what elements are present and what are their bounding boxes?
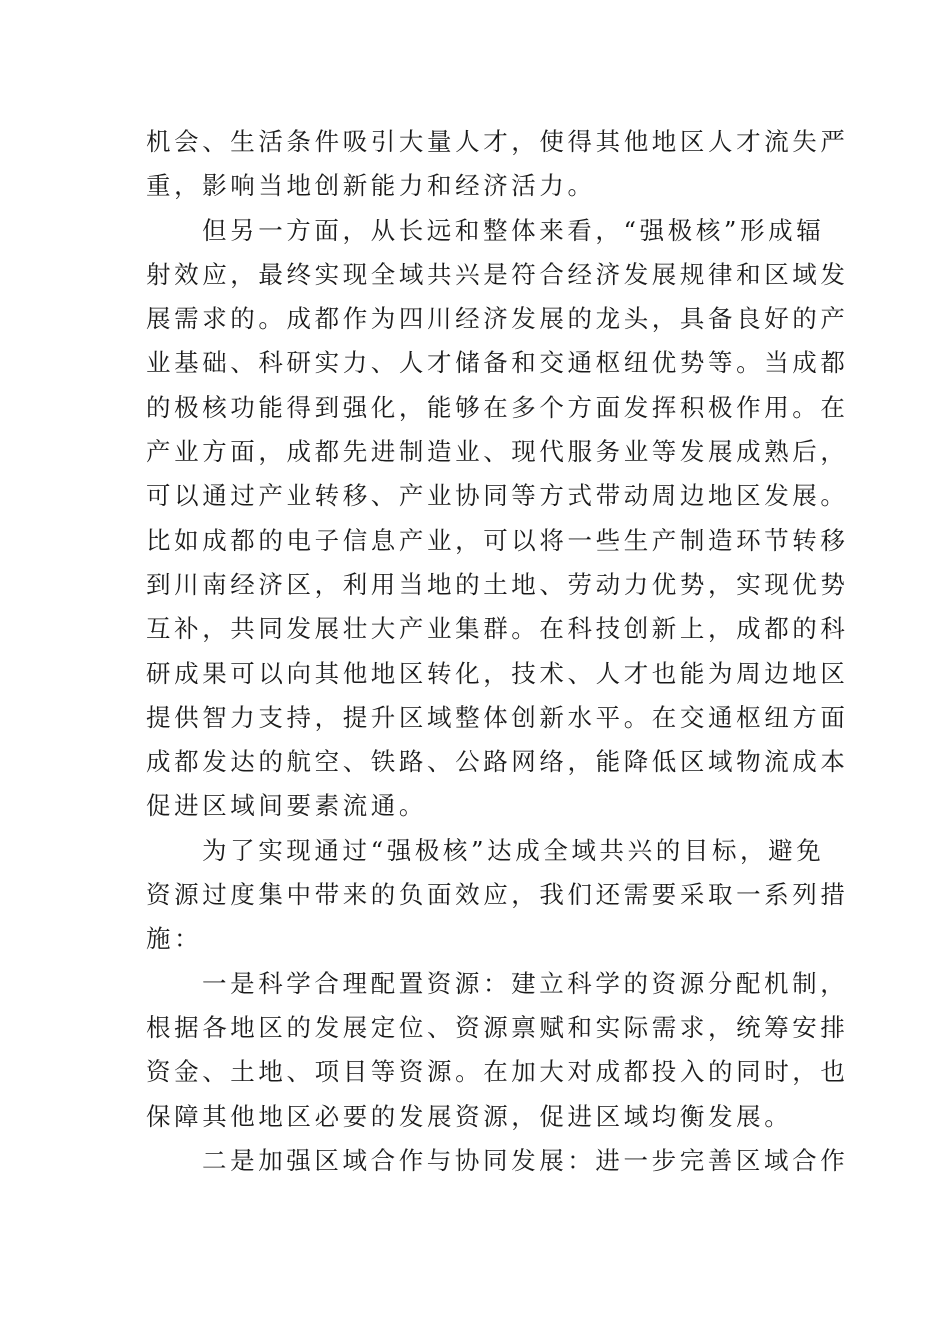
body-text — [146, 120, 849, 1183]
text-line: 到川南经济区，利用当地的土地、劳动力优势，实现优势 — [146, 569, 849, 599]
text-line: 提供智力支持，提升区域整体创新水平。在交通枢纽方面 — [146, 702, 849, 732]
text-line: 比如成都的电子信息产业，可以将一些生产制造环节转移 — [146, 525, 849, 555]
text-line: 射效应，最终实现全域共兴是符合经济发展规律和区域发 — [146, 259, 849, 289]
text-line: 促进区域间要素流通。 — [146, 791, 427, 821]
paragraph-first-line: 一是科学合理配置资源：建立科学的资源分配机制， — [202, 968, 849, 998]
text-line: 资金、土地、项目等资源。在加大对成都投入的同时，也 — [146, 1057, 849, 1087]
text-line: 根据各地区的发展定位、资源禀赋和实际需求，统筹安排 — [146, 1012, 849, 1042]
text-line: 成都发达的航空、铁路、公路网络，能降低区域物流成本 — [146, 747, 849, 777]
paragraph-first-line: 但另一方面，从长远和整体来看，“强极核”形成辐 — [202, 215, 825, 245]
text-line: 重，影响当地创新能力和经济活力。 — [146, 171, 596, 201]
text-line: 保障其他地区必要的发展资源，促进区域均衡发展。 — [146, 1101, 793, 1131]
text-line: 研成果可以向其他地区转化，技术、人才也能为周边地区 — [146, 658, 849, 688]
text-line: 机会、生活条件吸引大量人才，使得其他地区人才流失严 — [146, 127, 849, 156]
text-line: 的极核功能得到强化，能够在多个方面发挥积极作用。在 — [146, 392, 849, 422]
text-line: 互补，共同发展壮大产业集群。在科技创新上，成都的科 — [146, 614, 849, 644]
text-line: 可以通过产业转移、产业协同等方式带动周边地区发展。 — [146, 481, 849, 511]
text-line: 业基础、科研实力、人才储备和交通枢纽优势等。当成都 — [146, 348, 849, 378]
paragraph-first-line: 为了实现通过“强极核”达成全域共兴的目标，避免 — [202, 835, 825, 865]
paragraph-first-line: 二是加强区域合作与协同发展：进一步完善区域合作 — [202, 1145, 849, 1175]
text-line: 展需求的。成都作为四川经济发展的龙头，具备良好的产 — [146, 304, 849, 334]
text-line: 资源过度集中带来的负面效应，我们还需要采取一系列措 — [146, 880, 849, 910]
text-line: 施： — [146, 924, 203, 954]
text-line: 产业方面，成都先进制造业、现代服务业等发展成熟后， — [146, 437, 849, 467]
